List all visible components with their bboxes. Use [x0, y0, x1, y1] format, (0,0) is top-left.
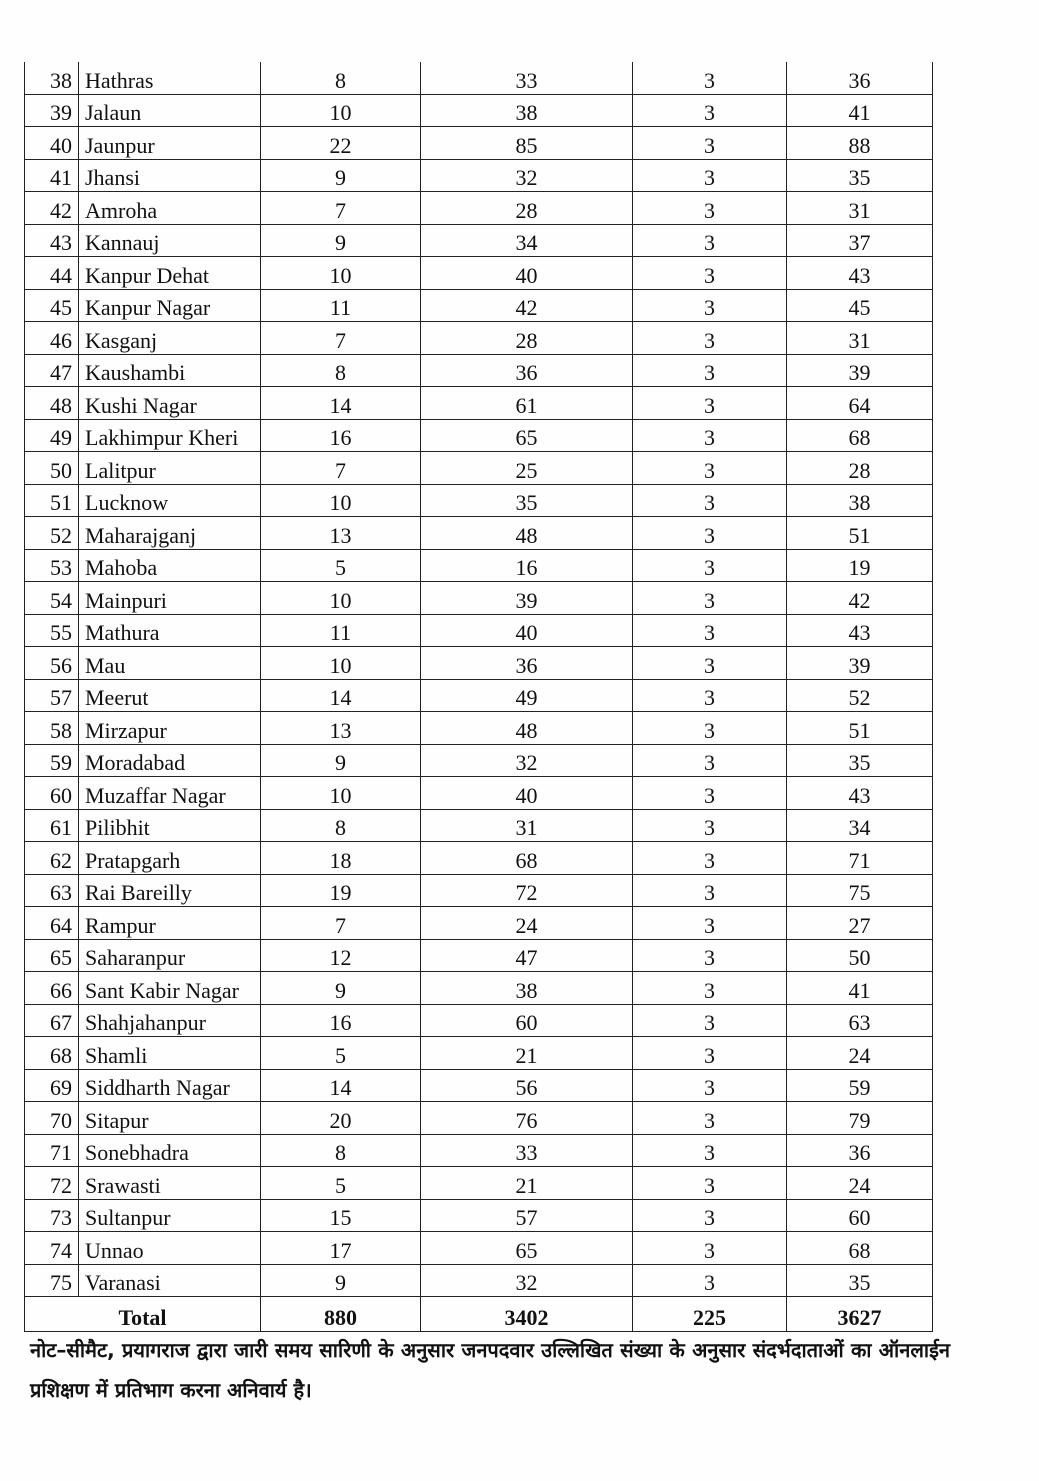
value-col-4-cell: 71: [787, 842, 933, 875]
value-col-1-cell: 9: [261, 159, 421, 192]
serial-number-cell: 64: [25, 907, 79, 940]
table-row: [25, 744, 933, 777]
serial-number-cell: 39: [25, 94, 79, 127]
table-row: [25, 257, 933, 290]
value-col-3-cell: 3: [633, 972, 787, 1005]
value-col-3-cell: 3: [633, 452, 787, 485]
value-col-4-cell: 88: [787, 127, 933, 160]
serial-number-cell: 63: [25, 874, 79, 907]
value-col-4-cell: 27: [787, 907, 933, 940]
value-col-1-cell: 22: [261, 127, 421, 160]
value-col-2-cell: 48: [421, 517, 633, 550]
value-col-1-cell: 17: [261, 1232, 421, 1265]
serial-number-cell: 68: [25, 1037, 79, 1070]
note-text: नोट–सीमैट, प्रयागराज द्वारा जारी समय सारिणी के अनुसार जनपदवार उल्लिखित संख्या के अनुसार संदर्भदाताओं का ऑनलाईन प्रशिक्षण में प्रतिभाग करना अनिवार्य है।: [30, 1338, 950, 1402]
district-name-cell: Moradabad: [79, 744, 261, 777]
value-col-3-cell: 3: [633, 744, 787, 777]
value-col-3-cell: 3: [633, 1134, 787, 1167]
value-col-2-cell: 33: [421, 62, 633, 94]
table-row: [25, 62, 933, 94]
value-col-1-cell: 12: [261, 939, 421, 972]
value-col-1-cell: 10: [261, 94, 421, 127]
table-row: [25, 549, 933, 582]
serial-number-cell: 45: [25, 289, 79, 322]
table-row: [25, 127, 933, 160]
value-col-2-cell: 36: [421, 647, 633, 680]
value-col-3-cell: 3: [633, 549, 787, 582]
value-col-3-cell: 3: [633, 517, 787, 550]
value-col-1-cell: 11: [261, 614, 421, 647]
serial-number-cell: 41: [25, 159, 79, 192]
district-name-cell: Unnao: [79, 1232, 261, 1265]
value-col-3-cell: 3: [633, 647, 787, 680]
serial-number-cell: 40: [25, 127, 79, 160]
value-col-2-cell: 61: [421, 387, 633, 420]
value-col-4-cell: 24: [787, 1167, 933, 1200]
table-row: [25, 192, 933, 225]
serial-number-cell: 43: [25, 224, 79, 257]
value-col-1-cell: 13: [261, 517, 421, 550]
value-col-2-cell: 25: [421, 452, 633, 485]
value-col-1-cell: 14: [261, 387, 421, 420]
district-name-cell: Kaushambi: [79, 354, 261, 387]
value-col-4-cell: 59: [787, 1069, 933, 1102]
value-col-1-cell: 14: [261, 1069, 421, 1102]
value-col-1-cell: 9: [261, 224, 421, 257]
table-row: [25, 484, 933, 517]
value-col-3-cell: 3: [633, 842, 787, 875]
value-col-2-cell: 32: [421, 159, 633, 192]
value-col-3-cell: 3: [633, 354, 787, 387]
serial-number-cell: 38: [25, 62, 79, 94]
value-col-1-cell: 15: [261, 1199, 421, 1232]
value-col-3-cell: 3: [633, 62, 787, 94]
value-col-1-cell: 16: [261, 1004, 421, 1037]
serial-number-cell: 44: [25, 257, 79, 290]
district-name-cell: Pratapgarh: [79, 842, 261, 875]
value-col-4-cell: 37: [787, 224, 933, 257]
table-row: [25, 322, 933, 355]
serial-number-cell: 56: [25, 647, 79, 680]
value-col-2-cell: 49: [421, 679, 633, 712]
value-col-4-cell: 35: [787, 159, 933, 192]
value-col-2-cell: 38: [421, 972, 633, 1005]
district-name-cell: Mainpuri: [79, 582, 261, 615]
value-col-2-cell: 24: [421, 907, 633, 940]
value-col-4-cell: 41: [787, 972, 933, 1005]
value-col-2-cell: 21: [421, 1037, 633, 1070]
value-col-3-cell: 3: [633, 712, 787, 745]
district-name-cell: Meerut: [79, 679, 261, 712]
value-col-3-cell: 3: [633, 1264, 787, 1297]
value-col-4-cell: 51: [787, 712, 933, 745]
serial-number-cell: 65: [25, 939, 79, 972]
value-col-3-cell: 3: [633, 679, 787, 712]
value-col-2-cell: 39: [421, 582, 633, 615]
serial-number-cell: 73: [25, 1199, 79, 1232]
serial-number-cell: 52: [25, 517, 79, 550]
table-row: [25, 1037, 933, 1070]
value-col-1-cell: 5: [261, 1167, 421, 1200]
value-col-3-cell: 3: [633, 809, 787, 842]
district-name-cell: Lakhimpur Kheri: [79, 419, 261, 452]
district-name-cell: Sonebhadra: [79, 1134, 261, 1167]
serial-number-cell: 58: [25, 712, 79, 745]
serial-number-cell: 72: [25, 1167, 79, 1200]
total-row: [25, 1297, 933, 1332]
serial-number-cell: 71: [25, 1134, 79, 1167]
value-col-2-cell: 65: [421, 1232, 633, 1265]
table-row: [25, 1069, 933, 1102]
value-col-1-cell: 5: [261, 549, 421, 582]
serial-number-cell: 50: [25, 452, 79, 485]
district-name-cell: Kannauj: [79, 224, 261, 257]
value-col-1-cell: 10: [261, 777, 421, 810]
serial-number-cell: 47: [25, 354, 79, 387]
value-col-4-cell: 60: [787, 1199, 933, 1232]
value-col-3-cell: 3: [633, 874, 787, 907]
district-name-cell: Shahjahanpur: [79, 1004, 261, 1037]
value-col-3-cell: 3: [633, 907, 787, 940]
serial-number-cell: 49: [25, 419, 79, 452]
table-row: [25, 809, 933, 842]
table-row: [25, 452, 933, 485]
total-col-4: 3627: [787, 1297, 933, 1332]
value-col-2-cell: 56: [421, 1069, 633, 1102]
value-col-4-cell: 43: [787, 777, 933, 810]
value-col-3-cell: 3: [633, 159, 787, 192]
value-col-1-cell: 10: [261, 257, 421, 290]
value-col-2-cell: 72: [421, 874, 633, 907]
district-name-cell: Varanasi: [79, 1264, 261, 1297]
value-col-1-cell: 9: [261, 1264, 421, 1297]
table-row: [25, 517, 933, 550]
value-col-4-cell: 64: [787, 387, 933, 420]
value-col-1-cell: 11: [261, 289, 421, 322]
value-col-4-cell: 63: [787, 1004, 933, 1037]
value-col-2-cell: 47: [421, 939, 633, 972]
value-col-1-cell: 10: [261, 484, 421, 517]
value-col-1-cell: 14: [261, 679, 421, 712]
serial-number-cell: 48: [25, 387, 79, 420]
value-col-4-cell: 31: [787, 192, 933, 225]
district-name-cell: Mahoba: [79, 549, 261, 582]
serial-number-cell: 66: [25, 972, 79, 1005]
table-row: [25, 1264, 933, 1297]
value-col-4-cell: 39: [787, 354, 933, 387]
table-row: [25, 972, 933, 1005]
value-col-4-cell: 68: [787, 1232, 933, 1265]
value-col-1-cell: 20: [261, 1102, 421, 1135]
value-col-1-cell: 10: [261, 647, 421, 680]
value-col-2-cell: 34: [421, 224, 633, 257]
district-name-cell: Jalaun: [79, 94, 261, 127]
district-name-cell: Rampur: [79, 907, 261, 940]
district-name-cell: Amroha: [79, 192, 261, 225]
table-row: [25, 289, 933, 322]
value-col-3-cell: 3: [633, 1069, 787, 1102]
value-col-2-cell: 76: [421, 1102, 633, 1135]
table-row: [25, 939, 933, 972]
value-col-2-cell: 32: [421, 744, 633, 777]
value-col-4-cell: 36: [787, 1134, 933, 1167]
district-name-cell: Kasganj: [79, 322, 261, 355]
total-col-2: 3402: [421, 1297, 633, 1332]
table-row: [25, 1134, 933, 1167]
value-col-2-cell: 33: [421, 1134, 633, 1167]
serial-number-cell: 60: [25, 777, 79, 810]
table-row: [25, 94, 933, 127]
value-col-4-cell: 52: [787, 679, 933, 712]
district-name-cell: Mathura: [79, 614, 261, 647]
district-name-cell: Sultanpur: [79, 1199, 261, 1232]
value-col-3-cell: 3: [633, 1199, 787, 1232]
value-col-4-cell: 24: [787, 1037, 933, 1070]
serial-number-cell: 51: [25, 484, 79, 517]
district-name-cell: Sitapur: [79, 1102, 261, 1135]
value-col-2-cell: 35: [421, 484, 633, 517]
district-name-cell: Kanpur Nagar: [79, 289, 261, 322]
value-col-3-cell: 3: [633, 322, 787, 355]
table-row: [25, 614, 933, 647]
serial-number-cell: 61: [25, 809, 79, 842]
district-name-cell: Muzaffar Nagar: [79, 777, 261, 810]
value-col-3-cell: 3: [633, 1167, 787, 1200]
value-col-3-cell: 3: [633, 387, 787, 420]
value-col-2-cell: 28: [421, 192, 633, 225]
table-row: [25, 1004, 933, 1037]
value-col-4-cell: 34: [787, 809, 933, 842]
value-col-4-cell: 31: [787, 322, 933, 355]
district-name-cell: Saharanpur: [79, 939, 261, 972]
district-name-cell: Maharajganj: [79, 517, 261, 550]
value-col-3-cell: 3: [633, 484, 787, 517]
serial-number-cell: 42: [25, 192, 79, 225]
serial-number-cell: 46: [25, 322, 79, 355]
district-name-cell: Hathras: [79, 62, 261, 94]
value-col-4-cell: 45: [787, 289, 933, 322]
table-row: [25, 907, 933, 940]
value-col-1-cell: 18: [261, 842, 421, 875]
table-row: [25, 679, 933, 712]
total-col-1: 880: [261, 1297, 421, 1332]
value-col-4-cell: 28: [787, 452, 933, 485]
value-col-3-cell: 3: [633, 1037, 787, 1070]
district-name-cell: Srawasti: [79, 1167, 261, 1200]
value-col-2-cell: 40: [421, 257, 633, 290]
value-col-4-cell: 39: [787, 647, 933, 680]
serial-number-cell: 59: [25, 744, 79, 777]
value-col-2-cell: 85: [421, 127, 633, 160]
table-row: [25, 582, 933, 615]
value-col-2-cell: 38: [421, 94, 633, 127]
value-col-2-cell: 40: [421, 614, 633, 647]
value-col-4-cell: 38: [787, 484, 933, 517]
value-col-2-cell: 68: [421, 842, 633, 875]
value-col-1-cell: 7: [261, 452, 421, 485]
serial-number-cell: 70: [25, 1102, 79, 1135]
district-name-cell: Lucknow: [79, 484, 261, 517]
value-col-1-cell: 13: [261, 712, 421, 745]
table-row: [25, 647, 933, 680]
value-col-1-cell: 19: [261, 874, 421, 907]
value-col-3-cell: 3: [633, 419, 787, 452]
table-row: [25, 354, 933, 387]
district-name-cell: Shamli: [79, 1037, 261, 1070]
value-col-2-cell: 16: [421, 549, 633, 582]
district-name-cell: Mau: [79, 647, 261, 680]
table-row: [25, 1199, 933, 1232]
value-col-3-cell: 3: [633, 224, 787, 257]
district-name-cell: Kanpur Dehat: [79, 257, 261, 290]
value-col-1-cell: 9: [261, 744, 421, 777]
value-col-3-cell: 3: [633, 127, 787, 160]
value-col-1-cell: 10: [261, 582, 421, 615]
value-col-4-cell: 75: [787, 874, 933, 907]
value-col-4-cell: 36: [787, 62, 933, 94]
district-name-cell: Lalitpur: [79, 452, 261, 485]
value-col-4-cell: 19: [787, 549, 933, 582]
value-col-4-cell: 41: [787, 94, 933, 127]
value-col-1-cell: 9: [261, 972, 421, 1005]
value-col-2-cell: 60: [421, 1004, 633, 1037]
value-col-1-cell: 8: [261, 354, 421, 387]
value-col-3-cell: 3: [633, 192, 787, 225]
table-row: [25, 1102, 933, 1135]
value-col-2-cell: 48: [421, 712, 633, 745]
value-col-2-cell: 40: [421, 777, 633, 810]
table-row: [25, 1232, 933, 1265]
value-col-1-cell: 8: [261, 62, 421, 94]
value-col-1-cell: 7: [261, 907, 421, 940]
total-label: Total: [25, 1297, 261, 1332]
value-col-2-cell: 42: [421, 289, 633, 322]
district-table: [24, 62, 933, 1332]
table-row: [25, 712, 933, 745]
serial-number-cell: 54: [25, 582, 79, 615]
value-col-4-cell: 51: [787, 517, 933, 550]
table-body: [25, 62, 933, 1297]
value-col-3-cell: 3: [633, 1102, 787, 1135]
value-col-4-cell: 35: [787, 1264, 933, 1297]
district-name-cell: Rai Bareilly: [79, 874, 261, 907]
serial-number-cell: 62: [25, 842, 79, 875]
value-col-2-cell: 31: [421, 809, 633, 842]
table-row: [25, 874, 933, 907]
value-col-4-cell: 43: [787, 257, 933, 290]
value-col-4-cell: 79: [787, 1102, 933, 1135]
value-col-1-cell: 5: [261, 1037, 421, 1070]
value-col-3-cell: 3: [633, 614, 787, 647]
serial-number-cell: 75: [25, 1264, 79, 1297]
district-name-cell: Jaunpur: [79, 127, 261, 160]
district-name-cell: Pilibhit: [79, 809, 261, 842]
value-col-4-cell: 50: [787, 939, 933, 972]
total-col-3: 225: [633, 1297, 787, 1332]
value-col-4-cell: 68: [787, 419, 933, 452]
table-row: [25, 387, 933, 420]
value-col-3-cell: 3: [633, 582, 787, 615]
serial-number-cell: 67: [25, 1004, 79, 1037]
value-col-1-cell: 8: [261, 809, 421, 842]
value-col-4-cell: 43: [787, 614, 933, 647]
district-name-cell: Siddharth Nagar: [79, 1069, 261, 1102]
value-col-2-cell: 32: [421, 1264, 633, 1297]
district-name-cell: Mirzapur: [79, 712, 261, 745]
table-row: [25, 224, 933, 257]
value-col-2-cell: 57: [421, 1199, 633, 1232]
serial-number-cell: 69: [25, 1069, 79, 1102]
value-col-3-cell: 3: [633, 1232, 787, 1265]
value-col-4-cell: 42: [787, 582, 933, 615]
value-col-1-cell: 7: [261, 192, 421, 225]
value-col-3-cell: 3: [633, 1004, 787, 1037]
value-col-1-cell: 7: [261, 322, 421, 355]
table-row: [25, 1167, 933, 1200]
district-name-cell: Sant Kabir Nagar: [79, 972, 261, 1005]
serial-number-cell: 57: [25, 679, 79, 712]
district-name-cell: Kushi Nagar: [79, 387, 261, 420]
value-col-2-cell: 36: [421, 354, 633, 387]
table-row: [25, 842, 933, 875]
district-name-cell: Jhansi: [79, 159, 261, 192]
value-col-3-cell: 3: [633, 257, 787, 290]
serial-number-cell: 74: [25, 1232, 79, 1265]
value-col-1-cell: 16: [261, 419, 421, 452]
value-col-3-cell: 3: [633, 777, 787, 810]
table-row: [25, 159, 933, 192]
value-col-4-cell: 35: [787, 744, 933, 777]
table-row: [25, 777, 933, 810]
serial-number-cell: 55: [25, 614, 79, 647]
value-col-2-cell: 65: [421, 419, 633, 452]
table-row: [25, 419, 933, 452]
value-col-2-cell: 21: [421, 1167, 633, 1200]
value-col-2-cell: 28: [421, 322, 633, 355]
value-col-1-cell: 8: [261, 1134, 421, 1167]
value-col-3-cell: 3: [633, 939, 787, 972]
serial-number-cell: 53: [25, 549, 79, 582]
value-col-3-cell: 3: [633, 94, 787, 127]
value-col-3-cell: 3: [633, 289, 787, 322]
